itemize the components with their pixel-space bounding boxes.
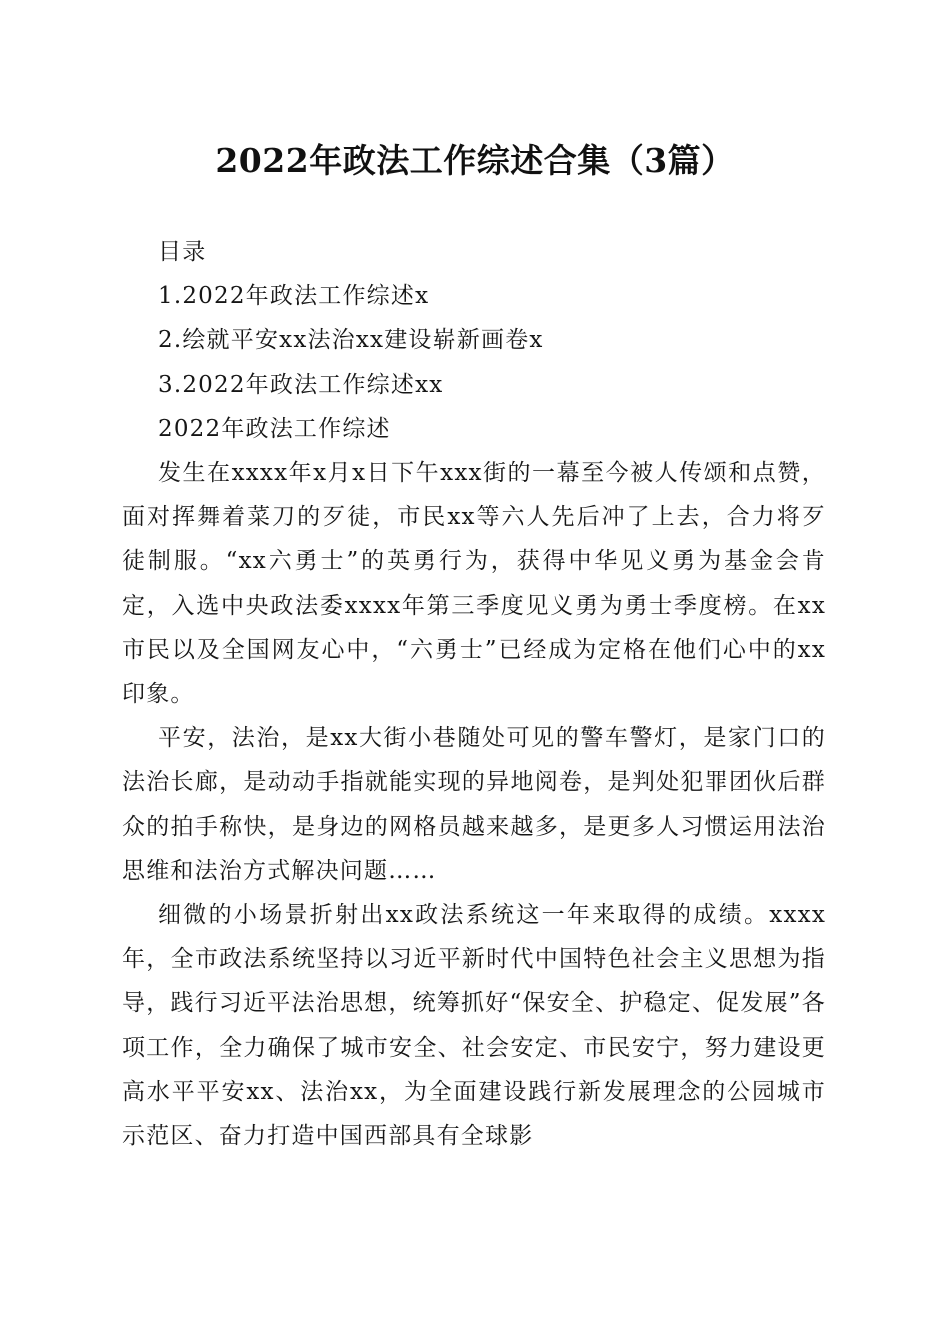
document-title: 2022年政法工作综述合集（3篇） [215,141,735,180]
paragraph: 发生在xxxx年x月x日下午xxx街的一幕至今被人传颂和点赞，面对挥舞着菜刀的歹徒，市民xx等六人先后冲了上去，合力将歹徒制服。“xx六勇士”的英勇行为，获得中华见义勇为基金会肯定，入选中央政法委xxxx年第三季度见义勇为勇士季度榜。在xx市民以及全国网友心中，“六勇士”已经成为定格在他们心中的xx印象。 [122,460,826,708]
toc-heading: 目录 [158,239,207,265]
paragraph: 平安，法治，是xx大街小巷随处可见的警车警灯，是家门口的法治长廊，是动动手指就能实现的异地阅卷，是判处犯罪团伙后群众的拍手称快，是身边的网格员越来越多，是更多人习惯运用法治思维和法治方式解决问题…… [122,725,826,884]
toc-item: 3.2022年政法工作综述xx [158,371,444,398]
section-title: 2022年政法工作综述 [158,415,391,442]
toc-item: 1.2022年政法工作综述x [158,283,430,310]
toc-item: 2.绘就平安xx法治xx建设崭新画卷x [158,327,544,354]
document-body [122,230,826,1158]
paragraph: 细微的小场景折射出xx政法系统这一年来取得的成绩。xxxx年，全市政法系统坚持以习近平新时代中国特色社会主义思想为指导，践行习近平法治思想，统筹抓好“保安全、护稳定、促发展”各项工作，全力确保了城市安全、社会安定、市民安宁，努力建设更高水平平安xx、法治xx，为全面建设践行新发展理念的公园城市示范区、奋力打造中国西部具有全球影 [122,902,826,1150]
